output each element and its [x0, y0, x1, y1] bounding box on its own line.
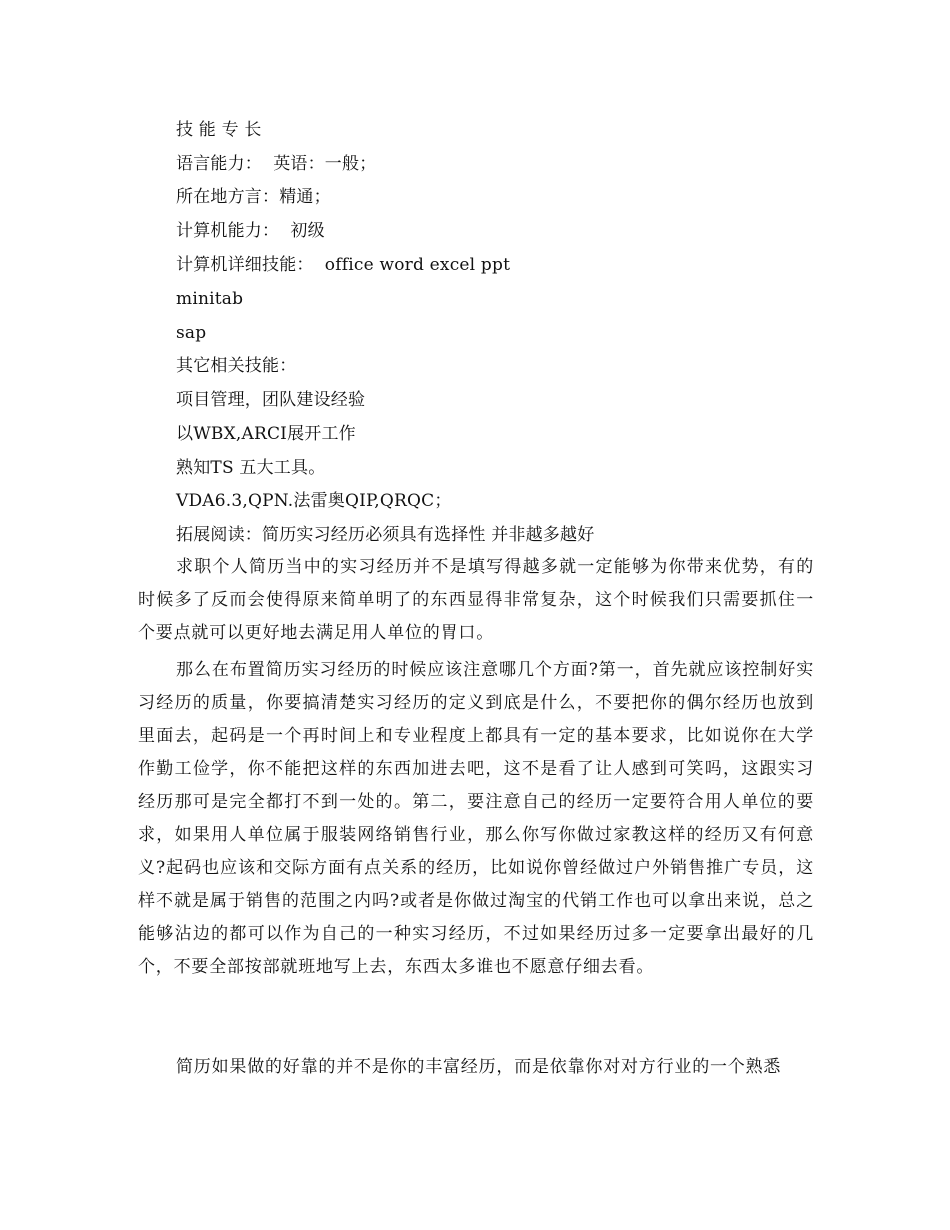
skills-heading: 技 能 专 长 [176, 120, 262, 140]
sap-line: sap [176, 323, 207, 343]
computer-ability-line: 计算机能力： 初级 [176, 221, 325, 241]
computer-details-line: 计算机详细技能： office word excel ppt [176, 255, 511, 275]
extended-reading-title: 拓展阅读：简历实习经历必须具有选择性 并非越多越好 [176, 525, 595, 545]
other-skills-label: 其它相关技能： [176, 356, 297, 376]
vda-line: VDA6.3,QPN.法雷奥QIP,QRQC； [176, 491, 452, 511]
article-paragraph-3: 简历如果做的好靠的并不是你的丰富经历，而是依靠你对对方行业的一个熟悉 [176, 1057, 782, 1077]
ts-tools-line: 熟知TS 五大工具。 [176, 458, 326, 478]
minitab-line: minitab [176, 289, 244, 309]
project-management-line: 项目管理，团队建设经验 [176, 390, 366, 410]
article-paragraph-2: 那么在布置简历实习经历的时候应该注意哪几个方面?第一，首先就应该控制好实习经历的质量，你要搞清楚实习经历的定义到底是什么，不要把你的偶尔经历也放到里面去，起码是一个再时间上和专业程度上都具有一定的基本要求，比如说你在大学作勤工俭学，你不能把这样的东西加进去吧，这不是看了让人感到可笑吗，这跟实习经历那可是完全都打不到一处的。第二，要注意自己的经历一定要符合用人单位的要求，如果用人单位属于服装网络销售行业，那么你写你做过家教这样的经历又有何意义?起码也应该和交际方面有点关系的经历，比如说你曾经做过户外销售推广专员，这样不就是属于销售的范围之内吗?或者是你做过淘宝的代销工作也可以拿出来说，总之能够沾边的都可以作为自己的一种实习经历，不过如果经历过多一定要拿出最好的几个，不要全部按部就班地写上去，东西太多谁也不愿意仔细去看。 [138, 660, 814, 977]
dialect-line: 所在地方言：精通； [176, 187, 331, 207]
article-paragraph-1: 求职个人简历当中的实习经历并不是填写得越多就一定能够为你带来优势，有的时候多了反而会使得原来简单明了的东西显得非常复杂，这个时候我们只需要抓住一个要点就可以更好地去满足用人单位的胃口。 [138, 557, 814, 643]
wbx-arci-line: 以WBX,ARCI展开工作 [176, 424, 356, 444]
language-ability-line: 语言能力： 英语：一般； [176, 154, 377, 174]
